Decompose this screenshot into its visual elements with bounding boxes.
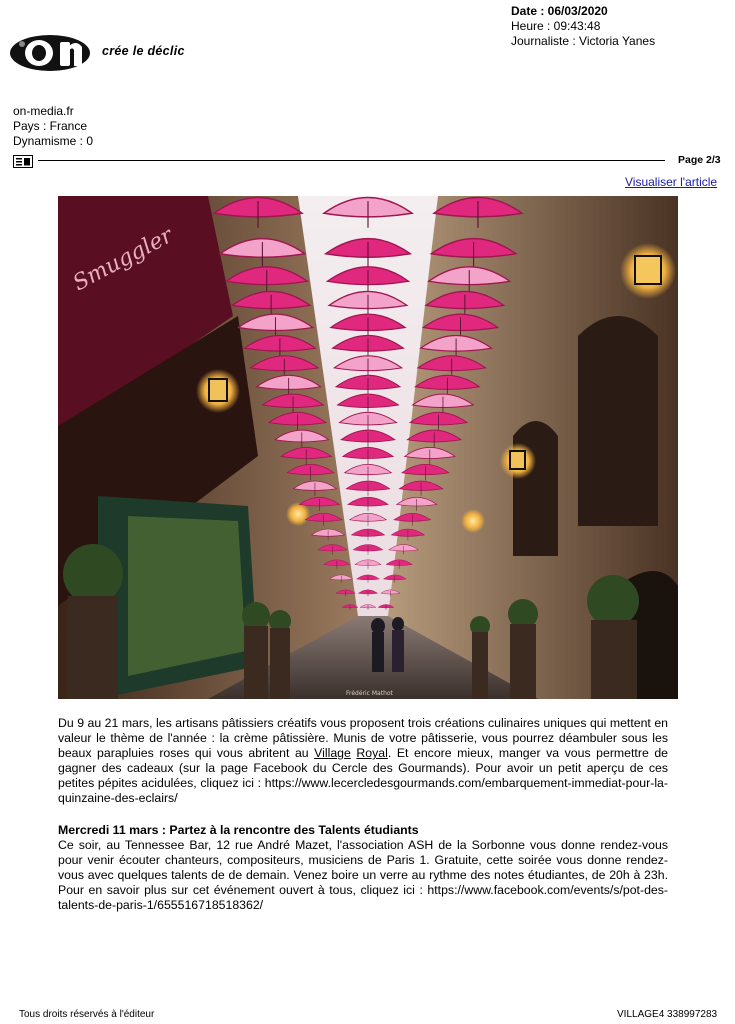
source-country: Pays : France	[13, 119, 88, 133]
article-paragraph-1: Du 9 au 21 mars, les artisans pâtissiers créatifs vous proposent trois créations culinaires uniques qui mettent en valeur le thème de l'année : la crème pâtissière. Munis de votre pâtisserie, vous pourrez déambuler sous les beaux parapluies roses qui vous abritent au Village Royal. Et encore mieux, manger va vous permettre de gagner des cadeaux (sur la page Facebook du Cercle des Gourmands). Pour avoir un petit aperçu de ces petites pépites acidulées, cliquez ici : https://www.lecercledesgourmands.com/embarquement-immediat-pour-la-quinzaine-des-eclairs/	[58, 716, 668, 806]
article-photo	[58, 196, 678, 699]
section-heading: Mercredi 11 mars : Partez à la rencontre des Talents étudiants	[58, 822, 419, 837]
logo-tagline: crée le déclic	[102, 44, 185, 58]
source-site: on-media.fr	[13, 104, 74, 118]
view-article-link[interactable]: Visualiser l'article	[625, 175, 718, 189]
journalist-label: Journaliste : Victoria Yanes	[511, 34, 656, 48]
article-meta	[511, 4, 655, 49]
shop-sign-text: Smuggler	[69, 223, 177, 297]
page-indicator: Page 2/3	[678, 154, 721, 166]
header-divider	[38, 160, 665, 161]
article-icon	[13, 155, 33, 168]
footer-reference: VILLAGE4 338997283	[617, 1009, 718, 1020]
date-label: Date : 06/03/2020	[511, 4, 608, 18]
article-body	[58, 716, 668, 913]
village-link[interactable]: Village	[314, 746, 351, 761]
umbrella-alley-image	[58, 196, 678, 699]
source-info	[13, 104, 93, 149]
time-label: Heure : 09:43:48	[511, 19, 601, 33]
article-paragraph-2: Ce soir, au Tennessee Bar, 12 rue André Mazet, l'association ASH de la Sorbonne vous donne rendez-vous pour venir écouter chanteurs, compositeurs, musiciens de Paris 1. Gratuite, cette soirée vous donne rendez-vous avec quelques talents de de demain. Venez boire un verre au rythme des notes étudiantes, de 20h à 23h. Pour en savoir plus sur cet événement ouvert à tous, cliquez ici : https://www.facebook.com/events/s/pot-des-talents-de-paris-1/655516718518362/	[58, 837, 668, 913]
royal-link[interactable]: Royal	[356, 746, 388, 761]
photo-credit: Frédéric Mathot	[346, 690, 393, 697]
footer-rights: Tous droits réservés à l'éditeur	[19, 1009, 155, 1020]
source-dynamism: Dynamisme : 0	[13, 134, 94, 148]
